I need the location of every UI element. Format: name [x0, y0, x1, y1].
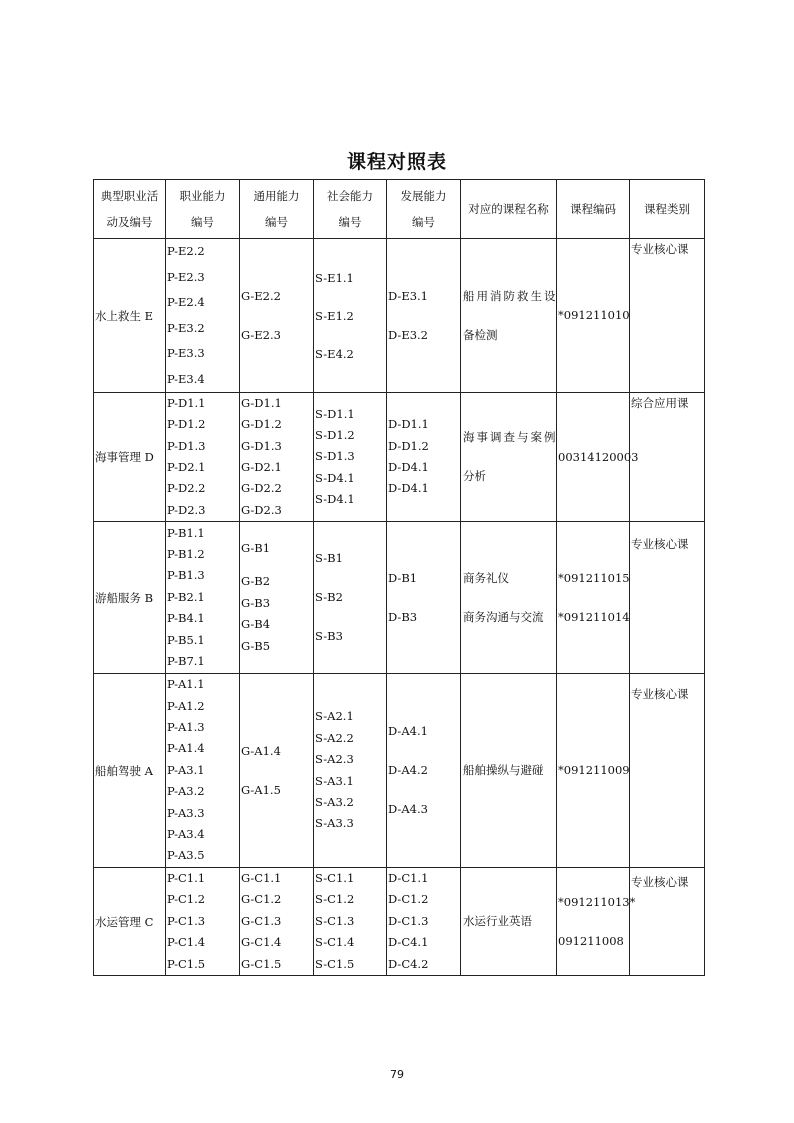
- table-row: [94, 674, 705, 868]
- activity-cell: 水上救生 E: [94, 239, 166, 393]
- social-cell: S-E1.1 S-E1.2 S-E4.2: [314, 239, 387, 393]
- header-professional: 职业能力 编号: [166, 180, 240, 239]
- course-name-cell: 海事调查与案例 分析: [461, 393, 557, 522]
- table-row: [94, 393, 705, 522]
- table-row: [94, 868, 705, 976]
- header-general: 通用能力 编号: [240, 180, 314, 239]
- course-type-cell: 专业核心课: [630, 522, 705, 674]
- course-type-cell: 专业核心课: [630, 239, 705, 393]
- professional-cell: P-D1.1 P-D1.2 P-D1.3 P-D2.1 P-D2.2 P-D2.3: [166, 393, 240, 522]
- social-cell: S-C1.1 S-C1.2 S-C1.3 S-C1.4 S-C1.5: [314, 868, 387, 976]
- course-type-cell: 专业核心课: [630, 674, 705, 868]
- header-course-code: 课程编码: [557, 180, 630, 239]
- table-row: [94, 522, 705, 674]
- professional-cell: P-E2.2 P-E2.3 P-E2.4 P-E3.2 P-E3.3 P-E3.4: [166, 239, 240, 393]
- course-code-cell: *091211013* 091211008: [557, 868, 630, 976]
- header-development: 发展能力 编号: [387, 180, 461, 239]
- course-code-cell: *091211010: [557, 239, 630, 393]
- development-cell: D-D1.1 D-D1.2 D-D4.1 D-D4.1: [387, 393, 461, 522]
- general-cell: G-C1.1 G-C1.2 G-C1.3 G-C1.4 G-C1.5: [240, 868, 314, 976]
- general-cell: G-E2.2 G-E2.3: [240, 239, 314, 393]
- header-row: [94, 180, 705, 239]
- page-number: 79: [390, 1068, 404, 1081]
- header-course-type: 课程类别: [630, 180, 705, 239]
- social-cell: S-D1.1 S-D1.2 S-D1.3 S-D4.1 S-D4.1: [314, 393, 387, 522]
- professional-cell: P-B1.1 P-B1.2 P-B1.3 P-B2.1 P-B4.1 P-B5.1 P-B7.1: [166, 522, 240, 674]
- activity-cell: 海事管理 D: [94, 393, 166, 522]
- course-code-cell: *091211015 *091211014: [557, 522, 630, 674]
- social-cell: S-B1 S-B2 S-B3: [314, 522, 387, 674]
- course-type-cell: 综合应用课: [630, 393, 705, 522]
- professional-cell: P-C1.1 P-C1.2 P-C1.3 P-C1.4 P-C1.5: [166, 868, 240, 976]
- table-row: [94, 239, 705, 393]
- general-cell: G-B1 G-B2 G-B3 G-B4 G-B5: [240, 522, 314, 674]
- development-cell: D-A4.1 D-A4.2 D-A4.3: [387, 674, 461, 868]
- course-name-cell: 船用消防救生设 备检测: [461, 239, 557, 393]
- general-cell: G-A1.4 G-A1.5: [240, 674, 314, 868]
- course-mapping-table: [93, 179, 705, 976]
- activity-cell: 船舶驾驶 A: [94, 674, 166, 868]
- course-name-cell: 商务礼仪 商务沟通与交流: [461, 522, 557, 674]
- development-cell: D-C1.1 D-C1.2 D-C1.3 D-C4.1 D-C4.2: [387, 868, 461, 976]
- header-social: 社会能力 编号: [314, 180, 387, 239]
- course-code-cell: *091211009: [557, 674, 630, 868]
- page-title: 课程对照表: [346, 151, 447, 173]
- professional-cell: P-A1.1 P-A1.2 P-A1.3 P-A1.4 P-A3.1 P-A3.2 P-A3.3 P-A3.4 P-A3.5: [166, 674, 240, 868]
- activity-cell: 游船服务 B: [94, 522, 166, 674]
- course-name-cell: 水运行业英语: [461, 868, 557, 976]
- course-code-cell: 00314120003: [557, 393, 630, 522]
- course-type-cell: 专业核心课: [630, 868, 705, 976]
- social-cell: S-A2.1 S-A2.2 S-A2.3 S-A3.1 S-A3.2 S-A3.3: [314, 674, 387, 868]
- header-course-name: 对应的课程名称: [461, 180, 557, 239]
- activity-cell: 水运管理 C: [94, 868, 166, 976]
- course-name-cell: 船舶操纵与避碰: [461, 674, 557, 868]
- development-cell: D-E3.1 D-E3.2: [387, 239, 461, 393]
- header-activity: 典型职业活 动及编号: [94, 180, 166, 239]
- general-cell: G-D1.1 G-D1.2 G-D1.3 G-D2.1 G-D2.2 G-D2.3: [240, 393, 314, 522]
- development-cell: D-B1 D-B3: [387, 522, 461, 674]
